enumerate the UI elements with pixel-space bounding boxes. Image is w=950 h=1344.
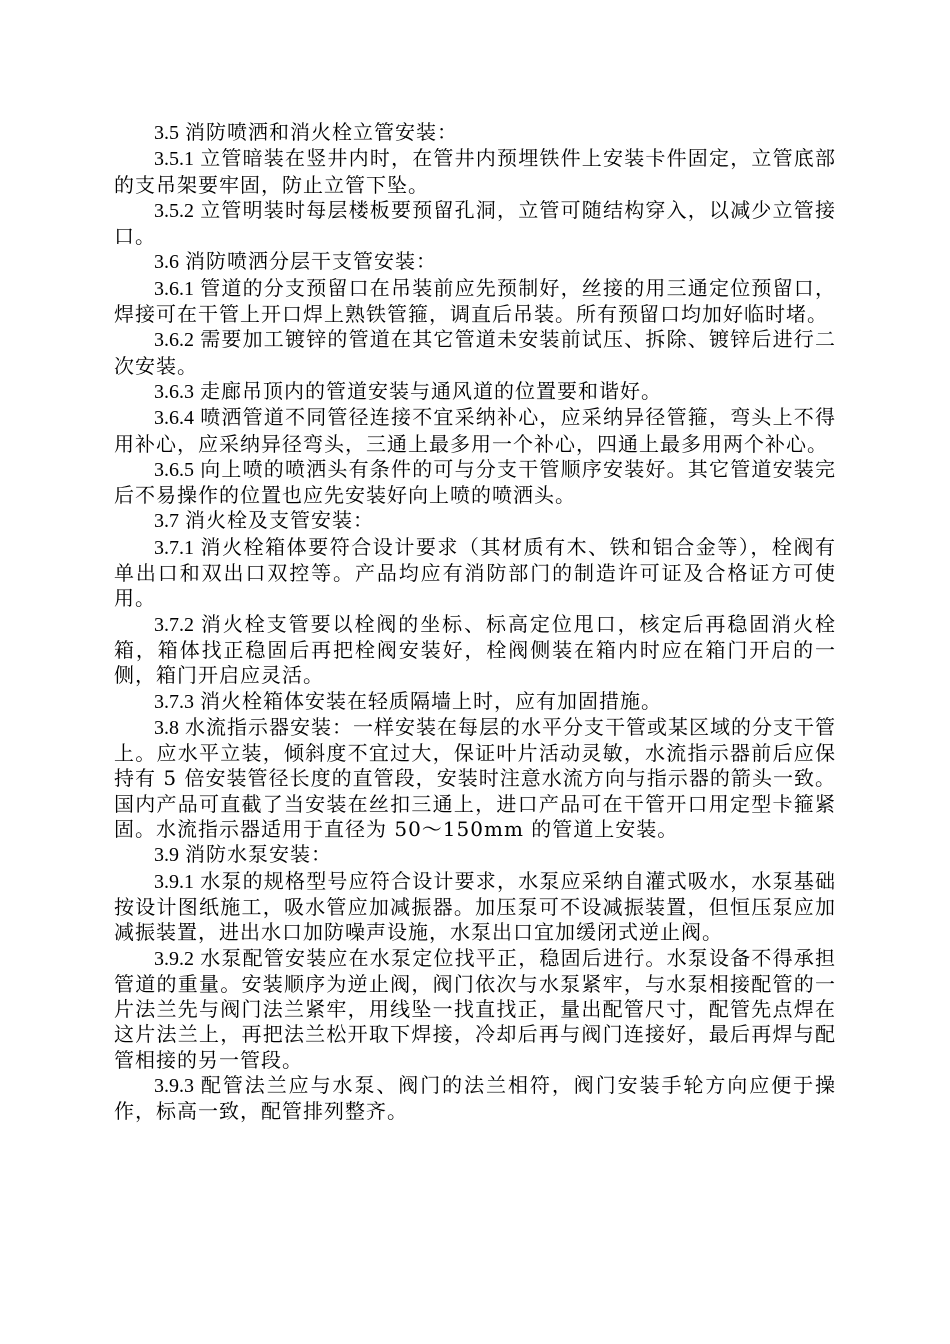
paragraph-text: 消火栓箱体安装在轻质隔墙上时，应有加固措施。 bbox=[200, 688, 662, 713]
section-number: 3.5.1 bbox=[154, 148, 194, 171]
paragraph-3-7-2 bbox=[114, 612, 836, 689]
section-number: 3.6.5 bbox=[154, 458, 194, 481]
paragraph-text: 水泵配管安装应在水泵定位找平正，稳固后进行。水泵设备不得承担管道的重量。安装顺序为逆止阀，阀门依次与水泵紧牢，与水泵相接配管的一片法兰先与阀门法兰紧牢，用线坠一找直找正，量出配管尺寸，配管先点焊在这片法兰上，再把法兰松开取下焊接，冷却后再与阀门连接好，最后再焊与配管相接的另一管段。 bbox=[114, 945, 836, 1072]
section-number: 3.7 bbox=[154, 510, 179, 533]
paragraph-3-7-1 bbox=[114, 535, 836, 612]
paragraph-text: 水流指示器安装：一样安装在每层的水平分支干管或某区域的分支干管上。应水平立装，倾斜度不宜过大，保证叶片活动灵敏，水流指示器前后应保持有 5 倍安装管径长度的直管段，安装时注意水流方向与指示器的箭头一致。国内产品可直截了当安装在丝扣三通上，进口产品可在干管开口用定型卡箍紧固。水流指示器适用于直径为 50～150mm 的管道上安装。 bbox=[114, 714, 836, 842]
paragraph-text: 水泵的规格型号应符合设计要求，水泵应采纳自灌式吸水，水泵基础按设计图纸施工，吸水管应加减振器。加压泵可不设减振装置，但恒压泵应加减振装置，进出水口加防噪声设施，水泵出口宜加缓闭式逆止阀。 bbox=[114, 868, 836, 945]
section-number: 3.8 bbox=[154, 716, 179, 739]
paragraph-text: 立管明装时每层楼板要预留孔洞，立管可随结构穿入，以减少立管接口。 bbox=[114, 197, 836, 249]
paragraph-3-5-2 bbox=[114, 198, 836, 250]
paragraph-text: 配管法兰应与水泵、阀门的法兰相符，阀门安装手轮方向应便于操作，标高一致，配管排列整齐。 bbox=[114, 1072, 836, 1124]
paragraph-3-6 bbox=[114, 249, 836, 275]
paragraph-3-9 bbox=[114, 842, 836, 868]
section-number: 3.5 bbox=[154, 122, 179, 144]
section-number: 3.7.2 bbox=[154, 613, 194, 636]
paragraph-3-5-1 bbox=[114, 146, 836, 198]
paragraph-3-5 bbox=[114, 120, 836, 146]
paragraph-3-6-2 bbox=[114, 327, 836, 379]
paragraph-3-7 bbox=[114, 508, 836, 534]
paragraph-text: 走廊吊顶内的管道安装与通风道的位置要和谐好。 bbox=[200, 378, 662, 403]
section-number: 3.6.2 bbox=[154, 329, 194, 352]
section-number: 3.9 bbox=[154, 844, 179, 867]
section-number: 3.9.2 bbox=[154, 947, 194, 970]
paragraph-3-6-5 bbox=[114, 457, 836, 509]
paragraph-text: 管道的分支预留口在吊装前应先预制好，丝接的用三通定位预留口，焊接可在干管上开口焊上熟铁管箍，调直后吊装。所有预留口均加好临时堵。 bbox=[114, 275, 836, 327]
section-number: 3.5.2 bbox=[154, 199, 194, 222]
paragraph-3-6-1 bbox=[114, 276, 836, 328]
paragraph-3-7-3 bbox=[114, 689, 836, 715]
paragraph-3-8 bbox=[114, 715, 836, 842]
paragraph-text: 消防喷洒分层干支管安装： bbox=[185, 249, 437, 274]
paragraph-3-9-3 bbox=[114, 1073, 836, 1125]
paragraph-3-9-2 bbox=[114, 946, 836, 1073]
section-number: 3.6 bbox=[154, 251, 179, 274]
section-number: 3.7.1 bbox=[154, 536, 194, 559]
paragraph-3-6-3 bbox=[114, 379, 836, 405]
paragraph-text: 立管暗装在竖井内时，在管井内预埋铁件上安装卡件固定，立管底部的支吊架要牢固，防止立管下坠。 bbox=[114, 146, 836, 197]
paragraph-text: 消火栓箱体要符合设计要求（其材质有木、铁和铝合金等），栓阀有单出口和双出口双控等。产品均应有消防部门的制造许可证及合格证方可使用。 bbox=[114, 534, 836, 611]
paragraph-text: 需要加工镀锌的管道在其它管道未安装前试压、拆除、镀锌后进行二次安装。 bbox=[114, 327, 836, 378]
document-body bbox=[114, 120, 836, 1125]
section-number: 3.6.1 bbox=[154, 277, 194, 300]
section-number: 3.9.3 bbox=[154, 1074, 194, 1097]
paragraph-text: 消防喷洒和消火栓立管安装： bbox=[185, 120, 458, 144]
paragraph-text: 消防水泵安装： bbox=[185, 842, 332, 867]
paragraph-text: 向上喷的喷洒头有条件的可与分支干管顺序安装好。其它管道安装完后不易操作的位置也应先安装好向上喷的喷洒头。 bbox=[114, 456, 836, 508]
section-number: 3.6.3 bbox=[154, 380, 194, 403]
section-number: 3.7.3 bbox=[154, 690, 194, 713]
section-number: 3.9.1 bbox=[154, 870, 194, 893]
paragraph-3-6-4 bbox=[114, 405, 836, 457]
paragraph-text: 消火栓支管要以栓阀的坐标、标高定位甩口，核定后再稳固消火栓箱，箱体找正稳固后再把栓阀安装好，栓阀侧装在箱内时应在箱门开启的一侧，箱门开启应灵活。 bbox=[114, 611, 836, 688]
section-number: 3.6.4 bbox=[154, 407, 194, 430]
paragraph-text: 消火栓及支管安装： bbox=[185, 508, 374, 533]
paragraph-text: 喷洒管道不同管径连接不宜采纳补心，应采纳异径管箍，弯头上不得用补心，应采纳异径弯头，三通上最多用一个补心，四通上最多用两个补心。 bbox=[114, 405, 836, 456]
paragraph-3-9-1 bbox=[114, 869, 836, 946]
